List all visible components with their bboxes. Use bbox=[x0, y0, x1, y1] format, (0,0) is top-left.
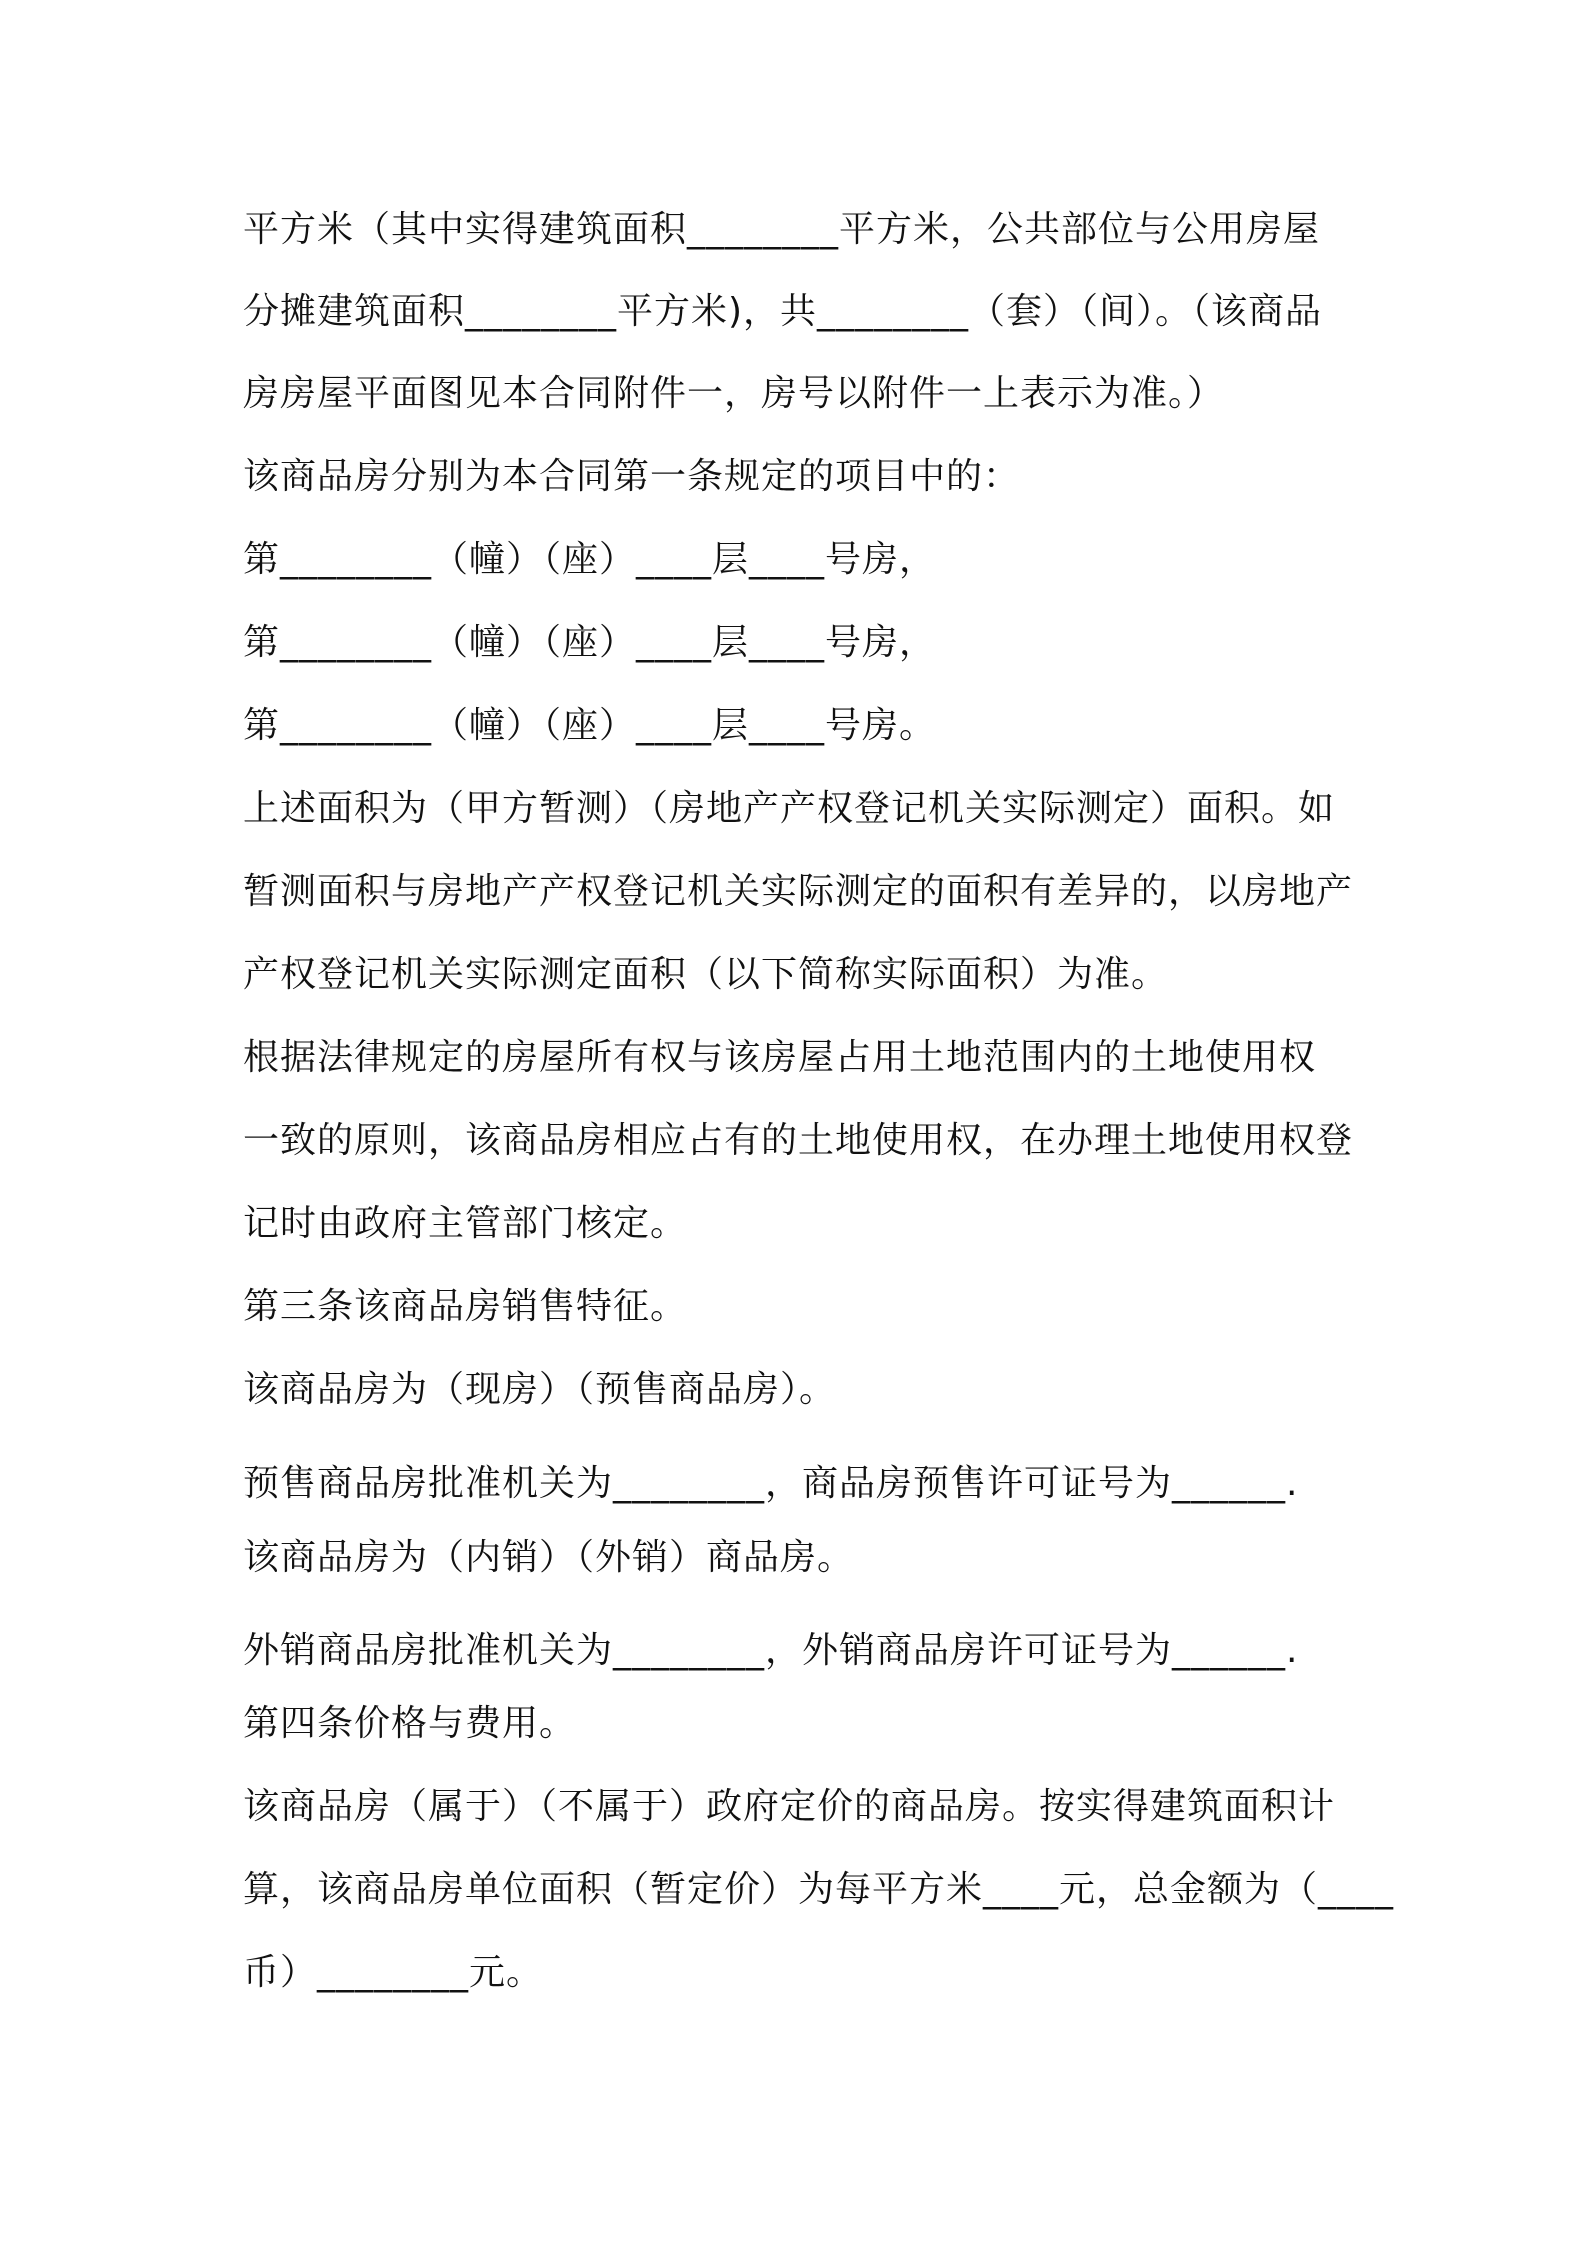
text-line: 外销商品房批准机关为________，外销商品房许可证号为______. bbox=[243, 1630, 1299, 1671]
text-line: 产权登记机关实际测定面积（以下简称实际面积）为准。 bbox=[243, 954, 1169, 995]
text-line: 暂测面积与房地产产权登记机关实际测定的面积有差异的，以房地产 bbox=[243, 871, 1354, 912]
text-line: 房房屋平面图见本合同附件一，房号以附件一上表示为准。） bbox=[243, 373, 1225, 414]
text-line: 该商品房为（现房）（预售商品房）。 bbox=[243, 1369, 837, 1410]
text-line: 预售商品房批准机关为________，商品房预售许可证号为______. bbox=[243, 1463, 1299, 1504]
text-line: 算，该商品房单位面积（暂定价）为每平方米____元，总金额为（____ bbox=[243, 1869, 1395, 1910]
text-line: 平方米（其中实得建筑面积________平方米，公共部位与公用房屋 bbox=[243, 209, 1321, 250]
text-line: 该商品房（属于）（不属于）政府定价的商品房。按实得建筑面积计 bbox=[243, 1786, 1336, 1827]
text-line: 第________（幢）（座）____层____号房。 bbox=[243, 705, 937, 746]
text-line: 该商品房分别为本合同第一条规定的项目中的： bbox=[243, 456, 1021, 497]
text-line: 第________（幢）（座）____层____号房， bbox=[243, 539, 937, 580]
text-line: 第四条价格与费用。 bbox=[243, 1703, 577, 1744]
text-line: 分摊建筑面积________平方米)，共________（套）（间）。（该商品 bbox=[243, 291, 1323, 332]
text-line: 币）________元。 bbox=[243, 1952, 544, 1993]
text-line: 一致的原则，该商品房相应占有的土地使用权，在办理土地使用权登 bbox=[243, 1120, 1354, 1161]
text-line: 上述面积为（甲方暂测）（房地产产权登记机关实际测定）面积。如 bbox=[243, 788, 1336, 829]
text-line: 第三条该商品房销售特征。 bbox=[243, 1286, 688, 1327]
text-line: 该商品房为（内销）（外销）商品房。 bbox=[243, 1537, 855, 1578]
text-line: 第________（幢）（座）____层____号房， bbox=[243, 622, 937, 663]
text-line: 根据法律规定的房屋所有权与该房屋占用土地范围内的土地使用权 bbox=[243, 1037, 1317, 1078]
text-line: 记时由政府主管部门核定。 bbox=[243, 1203, 688, 1244]
